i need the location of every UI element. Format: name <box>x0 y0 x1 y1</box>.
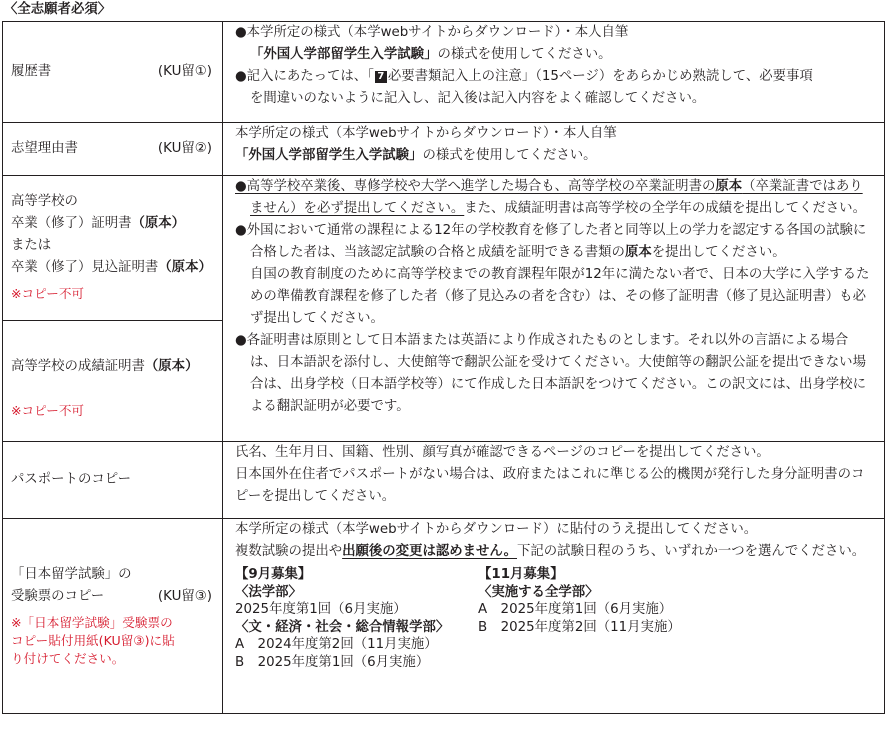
resume-line1: ●本学所定の様式（本学webサイトからダウンロード）・本人自筆 <box>235 25 629 40</box>
grades-label: 高等学校の成績証明書 <box>11 359 145 374</box>
certificate-para3: 自国の教育制度のために高等学校までの教育課程年限が12年に満たない者で、日本の大学に入学するための準備教育課程を修了した者（修了見込みの者を含む）は、その修了証明書（修了見込証明書）も必ず提出してください。 <box>250 267 870 326</box>
eju-line1: 本学所定の様式（本学webサイトからダウンロード）に貼付のうえ提出してください。 <box>235 522 758 537</box>
resume-line3: ●記入にあたっては、「 7 必要書類記入上の注意」（15ページ）をあらかじめ熟読して、必要事項 <box>235 69 813 84</box>
certificate-para1: ●高等学校卒業後、専修学校や大学へ進学した場合も、高等学校の卒業証明書の原本（卒業証書ではありません）を必ず提出してください。また、成績証明書は高等学校の全学年の成績を提出してください。 <box>235 179 866 216</box>
motivation-label: 志望理由書 <box>11 141 78 156</box>
resume-line2: 「外国人学部留学生入学試験」の様式を使用してください。 <box>250 47 612 62</box>
grades-no-copy-note: ※コピー不可 <box>11 403 85 418</box>
resume-content-cell <box>223 22 885 123</box>
september-schedule: 【9月募集】 〈法学部〉 2025年度第1回（6月実施） 〈文・経済・社会・総合情報学部〉 A 2024年度第2回（11月実施） B 2025年度第1回（6月実施） <box>235 567 450 670</box>
certificate-content-cell <box>223 176 885 442</box>
resume-label: 履歴書 <box>11 64 52 79</box>
motivation-line1: 本学所定の様式（本学webサイトからダウンロード）・本人自筆 <box>235 126 617 141</box>
section-heading: 〈全志願者必須〉 <box>4 2 112 17</box>
eju-line2: 複数試験の提出や出願後の変更は認めません。下記の試験日程のうち、いずれか一つを選んでください。 <box>235 544 866 559</box>
table-row-resume <box>3 22 885 123</box>
eju-content-cell <box>223 519 885 714</box>
table-row-certificate <box>3 176 885 321</box>
certificate-para2: ●外国において通常の課程による12年の学校教育を修了した者と同等以上の学力を認定する各国の試験に合格した者は、当該認定試験の合格と成績を証明できる書類の原本を提出してください。 <box>235 223 867 260</box>
certificate-label-cell: 高等学校の 卒業（修了）証明書（原本） または 卒業（修了）見込証明書（原本） ※コピー不可 <box>3 176 223 321</box>
motivation-line2: 「外国人学部留学生入学試験」の様式を使用してください。 <box>235 148 597 163</box>
passport-content-cell <box>223 442 885 519</box>
table-row-eju <box>3 519 885 714</box>
resume-line4: を間違いのないように記入し、記入後は記入内容をよく確認してください。 <box>250 91 706 106</box>
motivation-code: (KU留②) <box>157 141 212 156</box>
eju-note: ※「日本留学試験」受験票のコピー貼付用紙(KU留③)に貼り付けてください。 <box>11 615 175 666</box>
table-row-motivation <box>3 123 885 176</box>
table-row-passport <box>3 442 885 519</box>
motivation-label-cell <box>3 123 223 176</box>
certificate-para4: ●各証明書は原則として日本語または英語により作成されたものとします。それ以外の言語による場合は、日本語訳を添付し、大使館等で翻訳公証を受けてください。大使館等の翻訳公証を提出できない場合は、出身学校（日本語学校等）にて作成した日本語訳をつけてください。この訳文には、出身学校による翻訳証明が必要です。 <box>235 333 866 414</box>
passport-line1: 氏名、生年月日、国籍、性別、顔写真が確認できるページのコピーを提出してください。 <box>235 445 770 460</box>
resume-code: (KU留①) <box>157 64 212 79</box>
motivation-content-cell <box>223 123 885 176</box>
no-copy-note: ※コピー不可 <box>11 286 85 301</box>
november-schedule: 【11月募集】 〈実施する全学部〉 A 2025年度第1回（6月実施） B 2025年度第2回（11月実施） <box>478 567 681 635</box>
passport-label: パスポートのコピー <box>11 472 131 487</box>
eju-code: (KU留③) <box>157 589 212 604</box>
passport-label-cell <box>3 442 223 519</box>
eju-label-cell: 「日本留学試験」の 受験票のコピー (KU留③) ※「日本留学試験」受験票のコピー貼付用紙(KU留③)に貼り付けてください。 <box>3 519 223 714</box>
resume-label-cell <box>3 22 223 123</box>
section-number-badge: 7 <box>375 71 387 83</box>
requirements-table <box>2 21 885 714</box>
exam-schedule <box>235 566 872 671</box>
grades-label-cell: 高等学校の成績証明書（原本） ※コピー不可 <box>3 321 223 442</box>
passport-line2: 日本国外在住者でパスポートがない場合は、政府またはこれに準じる公的機関が発行した身分証明書のコピーを提出してください。 <box>235 467 865 504</box>
